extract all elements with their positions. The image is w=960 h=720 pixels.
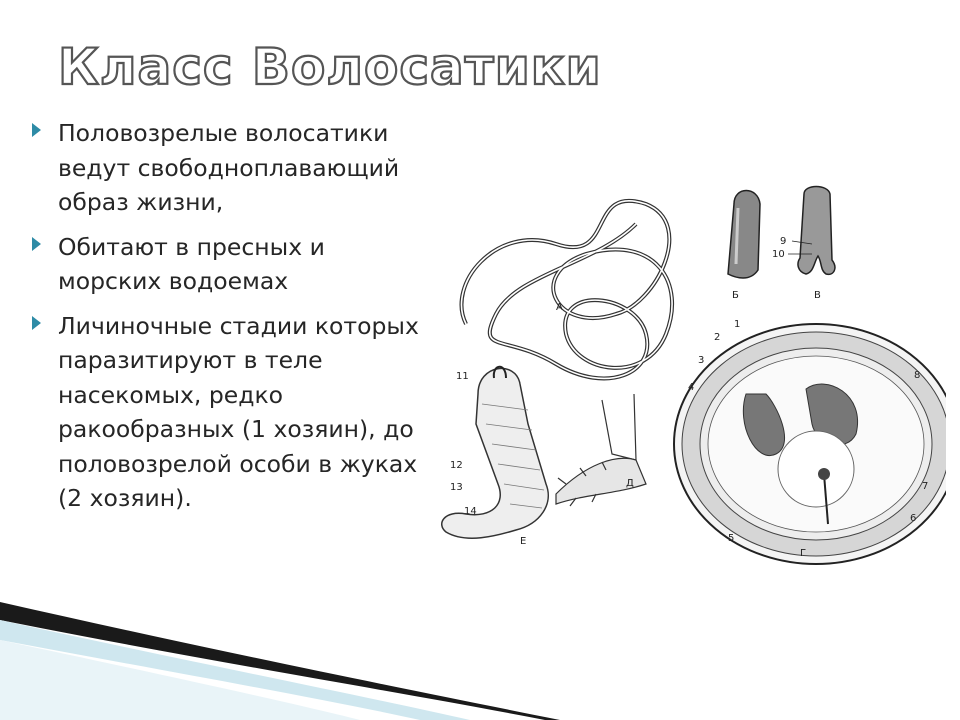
bullet-item	[30, 309, 430, 516]
bullet-text: Половозрелые волосатики ведут свободноплавающий образ жизни,	[58, 119, 400, 216]
bullet-text: Личиночные стадии которых паразитируют в теле насекомых, редко ракообразных (1 хозяин), до половозрелой особи в жуках (2 хозяин).	[58, 311, 419, 512]
adult-worm-drawing	[462, 201, 673, 379]
label-1: 1	[734, 319, 741, 330]
bullet-text: Обитают в пресных и морских водоемах	[58, 232, 325, 295]
label-12: 12	[450, 460, 463, 471]
bullet-list	[30, 116, 430, 526]
bullet-arrow-icon	[32, 123, 41, 137]
decorative-swoosh	[0, 560, 960, 720]
label-3: 3	[698, 355, 705, 366]
bullet-item	[30, 116, 430, 220]
larva-drawing	[442, 367, 549, 538]
label-5: 5	[728, 533, 735, 544]
label-b: Б	[732, 290, 739, 301]
label-6: 6	[910, 513, 917, 524]
bullet-arrow-icon	[32, 237, 41, 251]
label-2: 2	[714, 332, 721, 343]
label-9: 9	[780, 236, 787, 247]
label-g: Г	[800, 548, 807, 559]
label-8: 8	[914, 370, 921, 381]
cross-section-drawing	[674, 324, 946, 564]
slide-title: Класс Волосатики	[58, 38, 602, 96]
worm-end-v-drawing	[798, 187, 835, 275]
label-v: В	[814, 290, 821, 301]
bullet-arrow-icon	[32, 316, 41, 330]
larva-in-leg-drawing	[556, 394, 646, 506]
hairworm-illustration	[436, 164, 946, 570]
label-13: 13	[450, 482, 463, 493]
label-d: Д	[626, 478, 634, 489]
bullet-item	[30, 230, 430, 299]
label-e: Е	[520, 536, 527, 547]
label-7: 7	[922, 481, 929, 492]
label-4: 4	[688, 382, 695, 393]
label-14: 14	[464, 506, 477, 517]
label-a: А	[556, 302, 563, 313]
label-10: 10	[772, 249, 785, 260]
worm-end-b-drawing	[728, 191, 760, 279]
label-11: 11	[456, 371, 469, 382]
